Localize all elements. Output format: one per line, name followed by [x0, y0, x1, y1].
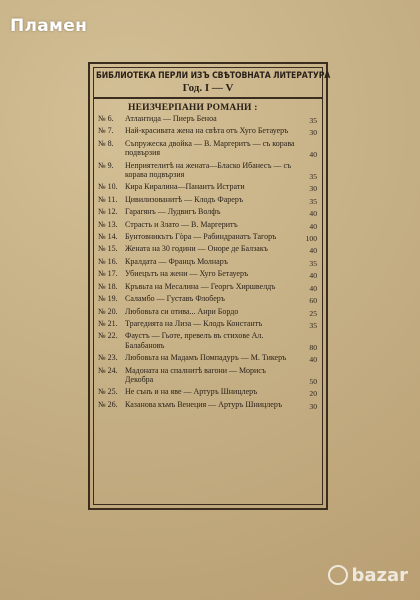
list-item — [98, 307, 319, 319]
section-title: НЕИЗЧЕРПАНИ РОМАНИ : — [128, 103, 258, 113]
list-item — [98, 282, 319, 294]
list-item — [98, 269, 319, 281]
entry-number: № 10. — [98, 182, 118, 192]
entry-price: 35 — [309, 116, 317, 125]
entry-number: № 25. — [98, 387, 118, 397]
entry-price: 30 — [309, 128, 317, 138]
entry-price: 40 — [309, 150, 317, 160]
entry-title: Кръвьта на Месалина — Георгъ Хиршвелдъ — [125, 281, 276, 291]
entry-title: Любовьта си отива... Анри Бордо — [125, 306, 239, 316]
entry-number: № 22. — [98, 331, 118, 341]
entry-title: Саламбо — Густавъ Флоберъ — [125, 294, 225, 304]
entry-title: Казанова къмъ Венеция — Артуръ Шницлеръ — [125, 399, 282, 409]
entry-number: № 23. — [98, 353, 118, 363]
entry-price: 60 — [309, 296, 317, 306]
entry-price: 80 — [309, 342, 317, 352]
watermark — [328, 565, 408, 586]
entry-number: № 8. — [98, 138, 114, 148]
entry-title: Съпружеска двойка — В. Маргеритъ — съ корава подвързия — [125, 138, 295, 158]
series-title: БИБЛИОТЕКА ПЕРЛИ ИЗЪ СВѢТОВНАТА ЛИТЕРАТУРА — [96, 71, 331, 81]
list-item — [98, 139, 319, 161]
entry-number: № 26. — [98, 399, 118, 409]
list-item — [98, 244, 319, 256]
entry-price: 40 — [309, 221, 317, 231]
list-item — [98, 207, 319, 219]
header — [94, 68, 331, 99]
list-item — [98, 182, 319, 194]
entry-number: № 9. — [98, 160, 114, 170]
entry-price: 25 — [309, 308, 317, 318]
entry-number: № 19. — [98, 294, 118, 304]
entry-price: 50 — [309, 376, 317, 386]
entry-price: 30 — [309, 401, 317, 411]
entry-number: № 21. — [98, 318, 118, 328]
entry-price: 35 — [309, 258, 317, 268]
entry-price: 40 — [309, 209, 317, 219]
book-list-frame — [93, 67, 331, 505]
book-list — [94, 114, 322, 412]
entry-price: 35 — [309, 320, 317, 330]
entry-price: 100 — [305, 234, 317, 244]
watermark-logo-icon — [328, 565, 348, 585]
list-item — [98, 294, 319, 306]
entry-title: Мадоната на спалнитѣ вагони — Морисъ Декобра — [125, 365, 266, 384]
entry-price: 20 — [309, 389, 317, 399]
entry-title: Гарагянъ — Лудвигъ Волфъ — [125, 207, 221, 217]
list-item — [98, 331, 319, 353]
entry-number: № 20. — [98, 306, 118, 316]
entry-number: № 16. — [98, 256, 118, 266]
entry-price: 40 — [309, 271, 317, 281]
entry-price: 35 — [309, 196, 317, 206]
entry-title: Най-красивата жена на свѣта отъ Хуго Бетауеръ — [125, 126, 289, 136]
list-item — [98, 319, 319, 331]
list-item — [98, 114, 319, 126]
entry-title: Фаустъ — Гьоте, превелъ въ стихове Ал. Балабановъ — [125, 331, 264, 350]
entry-price: 40 — [309, 246, 317, 256]
entry-number: № 12. — [98, 207, 118, 217]
book-list-panel — [88, 62, 331, 510]
entry-number: № 13. — [98, 219, 118, 229]
entry-number: № 14. — [98, 232, 118, 242]
entry-title: Трагедията на Лиза — Клодъ Константъ — [125, 318, 263, 328]
entry-title: Атлантида — Пиеръ Беноа — [125, 114, 217, 123]
list-item — [98, 366, 319, 388]
entry-number: № 7. — [98, 126, 114, 136]
list-item — [98, 387, 319, 399]
entry-number: № 15. — [98, 244, 118, 254]
entry-title: Не сънъ и на яве — Артуръ Шницлеръ — [125, 387, 258, 397]
brand-logo-text: Пламен — [10, 16, 88, 36]
watermark-text: bazar — [351, 565, 408, 586]
years-subtitle: Год. I — V — [182, 82, 234, 94]
entry-price: 30 — [309, 184, 317, 194]
entry-number: № 6. — [98, 114, 114, 123]
entry-title: Любовьта на Мадамъ Помпадуръ — М. Тикеръ — [125, 353, 287, 363]
entry-title: Жената на 30 години — Оноре де Балзакъ — [125, 244, 268, 254]
entry-number: № 24. — [98, 365, 118, 375]
entry-title: Убиецътъ на жени — Хуго Бетауеръ — [125, 269, 249, 279]
list-item — [98, 232, 319, 244]
entry-number: № 11. — [98, 194, 118, 204]
entry-title: Кралдата — Францъ Молнаръ — [125, 256, 228, 266]
entry-number: № 18. — [98, 281, 118, 291]
entry-title: Страсть и Злато — В. Маргеритъ — [125, 219, 238, 229]
list-item — [98, 195, 319, 207]
entry-title: Кира Киралина—Панаитъ Истрати — [125, 182, 245, 192]
entry-price: 35 — [309, 172, 317, 182]
entry-title: Цивилизованитѣ — Клодъ Фареръ — [125, 194, 243, 204]
list-item — [98, 353, 319, 365]
entry-title: Неприятелитѣ на жената—Бласко Ибанесъ — съ корава подвързия — [125, 160, 292, 180]
list-item — [98, 257, 319, 269]
list-item — [98, 161, 319, 183]
entry-price: 40 — [309, 355, 317, 365]
entry-price: 40 — [309, 283, 317, 293]
entry-title: Бунтовникътъ Гòра — Рабиндранатъ Тагоръ — [125, 232, 277, 242]
entry-number: № 17. — [98, 269, 118, 279]
list-item — [98, 400, 319, 412]
list-item — [98, 220, 319, 232]
list-item — [98, 126, 319, 138]
